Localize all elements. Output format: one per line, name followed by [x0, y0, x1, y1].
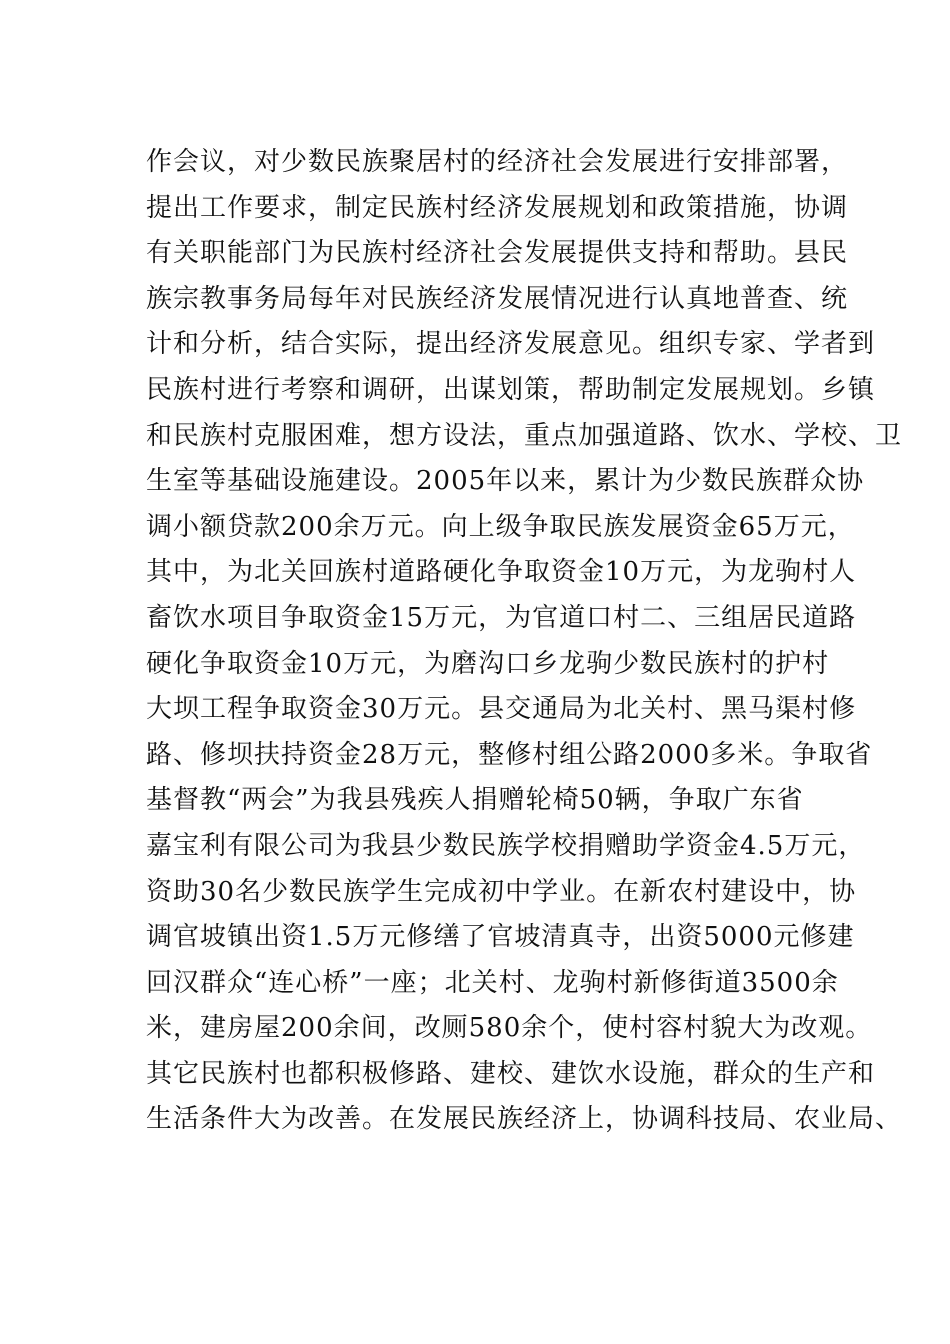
- text-line: 其它民族村也都积极修路、建校、建饮水设施，群众的生产和: [146, 1058, 876, 1089]
- text-line: 提出工作要求，制定民族村经济发展规划和政策措施，协调: [146, 192, 849, 223]
- text-line: 作会议，对少数民族聚居村的经济社会发展进行安排部署，: [146, 147, 849, 177]
- text-line: 回汉群众“连心桥”一座；北关村、龙驹村新修街道3500余: [146, 967, 839, 998]
- text-line: 其中，为北关回族村道路硬化争取资金10万元，为龙驹村人: [146, 557, 857, 588]
- text-line: 生室等基础设施建设。2005年以来，累计为少数民族群众协: [146, 466, 865, 497]
- text-line: 畜饮水项目争取资金15万元，为官道口村二、三组居民道路: [146, 602, 857, 633]
- text-line: 资助30名少数民族学生完成初中学业。在新农村建设中，协: [146, 876, 857, 907]
- text-line: 族宗教事务局每年对民族经济发展情况进行认真地普查、统: [146, 283, 849, 314]
- body-text: [146, 140, 903, 1143]
- text-line: 计和分析，结合实际，提出经济发展意见。组织专家、学者到: [146, 329, 876, 360]
- text-line: 路、修坝扶持资金28万元，整修村组公路2000多米。争取省: [146, 739, 873, 770]
- text-line: 硬化争取资金10万元，为磨沟口乡龙驹少数民族村的护村: [146, 648, 830, 679]
- text-line: 和民族村克服困难，想方设法，重点加强道路、饮水、学校、卫: [146, 420, 903, 451]
- text-line: 生活条件大为改善。在发展民族经济上，协调科技局、农业局、: [146, 1104, 903, 1135]
- text-line: 基督教“两会”为我县残疾人捐赠轮椅50辆，争取广东省: [146, 785, 804, 816]
- text-line: 调官坡镇出资1.5万元修缮了官坡清真寺，出资5000元修建: [146, 922, 855, 953]
- text-line: 米，建房屋200余间，改厕580余个，使村容村貌大为改观。: [146, 1013, 873, 1044]
- text-line: 大坝工程争取资金30万元。县交通局为北关村、黑马渠村修: [146, 694, 857, 725]
- text-line: 调小额贷款200余万元。向上级争取民族发展资金65万元，: [146, 511, 855, 542]
- text-line: 嘉宝利有限公司为我县少数民族学校捐赠助学资金4.5万元，: [146, 830, 866, 861]
- text-line: 有关职能部门为民族村经济社会发展提供支持和帮助。县民: [146, 238, 849, 269]
- text-line: 民族村进行考察和调研，出谋划策，帮助制定发展规划。乡镇: [146, 374, 876, 405]
